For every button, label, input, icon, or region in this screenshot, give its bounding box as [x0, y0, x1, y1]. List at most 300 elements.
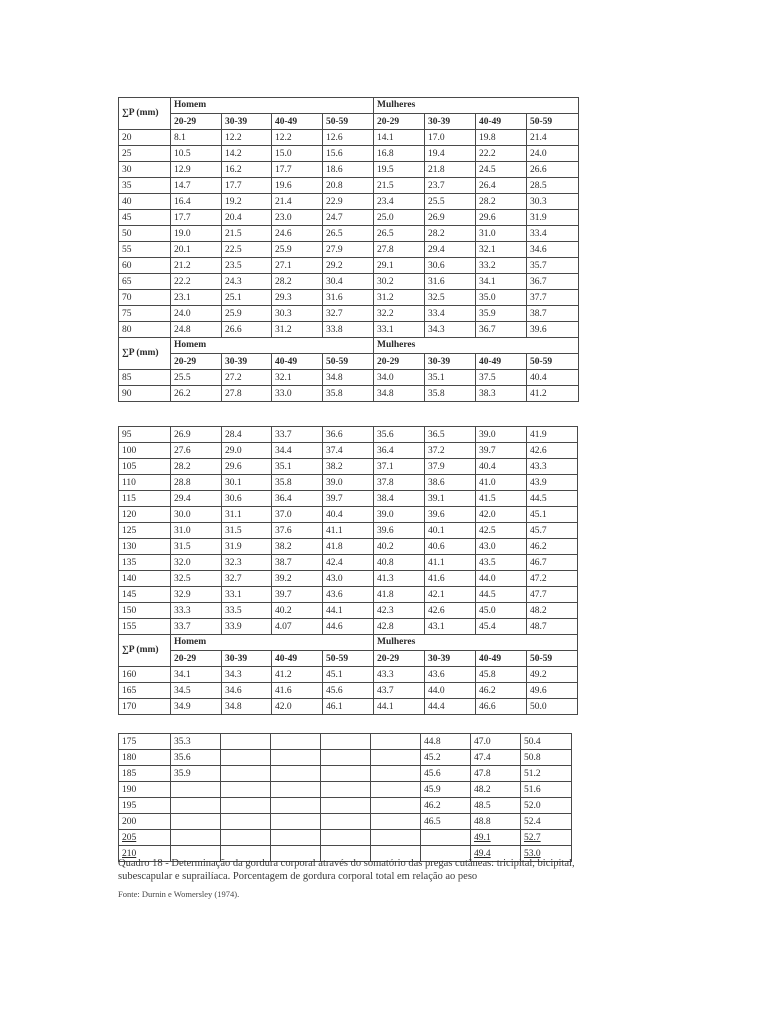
fat-percentage-cell: 53.0: [521, 846, 572, 862]
fat-percentage-cell: 32.7: [323, 306, 374, 322]
fat-percentage-cell: 41.6: [425, 571, 476, 587]
fat-percentage-cell: [271, 814, 321, 830]
fat-percentage-cell: 33.0: [272, 386, 323, 402]
fat-percentage-cell: 16.8: [374, 146, 425, 162]
fat-percentage-cell: 27.8: [374, 242, 425, 258]
fat-percentage-cell: 51.6: [521, 782, 572, 798]
table-row: [119, 258, 579, 274]
fat-percentage-cell: 31.2: [374, 290, 425, 306]
fat-percentage-cell: 35.3: [171, 734, 221, 750]
fat-percentage-cell: [321, 750, 371, 766]
women-header: Mulheres: [374, 635, 578, 651]
sum-folds-cell: 185: [119, 766, 171, 782]
body-fat-table-part-2: [118, 426, 578, 715]
sum-folds-cell: 115: [119, 491, 171, 507]
fat-percentage-cell: 29.0: [222, 443, 272, 459]
table-row: [119, 322, 579, 338]
fat-percentage-cell: 43.3: [374, 667, 425, 683]
fat-percentage-cell: 30.6: [222, 491, 272, 507]
fat-percentage-cell: 36.4: [374, 443, 425, 459]
fat-percentage-cell: 43.3: [527, 459, 578, 475]
fat-percentage-cell: 19.5: [374, 162, 425, 178]
fat-percentage-cell: 29.4: [425, 242, 476, 258]
age-header: 30-39: [425, 114, 476, 130]
fat-percentage-cell: 35.6: [374, 427, 425, 443]
fat-percentage-cell: 20.8: [323, 178, 374, 194]
sum-folds-cell: 45: [119, 210, 171, 226]
fat-percentage-cell: 42.6: [425, 603, 476, 619]
fat-percentage-cell: [371, 814, 421, 830]
sum-folds-cell: 145: [119, 587, 171, 603]
fat-percentage-cell: 46.2: [527, 539, 578, 555]
fat-percentage-cell: 34.6: [222, 683, 272, 699]
fat-percentage-cell: 37.6: [272, 523, 323, 539]
fat-percentage-cell: 32.3: [222, 555, 272, 571]
fat-percentage-cell: 49.4: [471, 846, 521, 862]
fat-percentage-cell: 44.6: [323, 619, 374, 635]
age-header-row: [119, 354, 579, 370]
sum-folds-cell: 175: [119, 734, 171, 750]
table-source: Fonte: Durnin e Womersley (1974).: [118, 889, 240, 899]
table-row: [119, 699, 578, 715]
fat-percentage-cell: 29.6: [476, 210, 527, 226]
age-header: 40-49: [476, 651, 527, 667]
fat-percentage-cell: 28.5: [527, 178, 579, 194]
table-row: [119, 146, 579, 162]
fat-percentage-cell: 45.8: [476, 667, 527, 683]
fat-percentage-cell: 45.6: [323, 683, 374, 699]
sum-folds-cell: 30: [119, 162, 171, 178]
table-row: [119, 306, 579, 322]
fat-percentage-cell: 17.0: [425, 130, 476, 146]
age-header: 20-29: [374, 354, 425, 370]
age-header: 50-59: [527, 354, 579, 370]
sum-folds-cell: 130: [119, 539, 171, 555]
sum-folds-cell: 100: [119, 443, 171, 459]
fat-percentage-cell: 34.6: [527, 242, 579, 258]
fat-percentage-cell: 32.5: [171, 571, 222, 587]
fat-percentage-cell: 22.9: [323, 194, 374, 210]
fat-percentage-cell: 38.2: [323, 459, 374, 475]
fat-percentage-cell: 37.9: [425, 459, 476, 475]
fat-percentage-cell: 34.4: [272, 443, 323, 459]
fat-percentage-cell: 26.6: [222, 322, 272, 338]
sum-folds-cell: 125: [119, 523, 171, 539]
age-header: 20-29: [374, 114, 425, 130]
fat-percentage-cell: 33.4: [425, 306, 476, 322]
fat-percentage-cell: 21.2: [171, 258, 222, 274]
table-row: [119, 178, 579, 194]
fat-percentage-cell: 35.1: [425, 370, 476, 386]
fat-percentage-cell: 24.6: [272, 226, 323, 242]
fat-percentage-cell: 14.2: [222, 146, 272, 162]
fat-percentage-cell: 32.5: [425, 290, 476, 306]
fat-percentage-cell: 33.8: [323, 322, 374, 338]
fat-percentage-cell: 31.6: [425, 274, 476, 290]
sum-folds-cell: 35: [119, 178, 171, 194]
fat-percentage-cell: 45.0: [476, 603, 527, 619]
fat-percentage-cell: 42.0: [272, 699, 323, 715]
fat-percentage-cell: 21.5: [222, 226, 272, 242]
sum-folds-cell: 95: [119, 427, 171, 443]
table-row: [119, 782, 572, 798]
fat-percentage-cell: 27.6: [171, 443, 222, 459]
fat-percentage-cell: 46.1: [323, 699, 374, 715]
fat-percentage-cell: 47.4: [471, 750, 521, 766]
fat-percentage-cell: 25.0: [374, 210, 425, 226]
fat-percentage-cell: 32.7: [222, 571, 272, 587]
fat-percentage-cell: 41.0: [476, 475, 527, 491]
body-fat-table-part-3: [118, 733, 572, 862]
fat-percentage-cell: 29.6: [222, 459, 272, 475]
fat-percentage-cell: 30.4: [323, 274, 374, 290]
fat-percentage-cell: 26.5: [323, 226, 374, 242]
fat-percentage-cell: 40.8: [374, 555, 425, 571]
fat-percentage-cell: 45.9: [421, 782, 471, 798]
fat-percentage-cell: 31.0: [171, 523, 222, 539]
fat-percentage-cell: 42.6: [527, 443, 578, 459]
table-row: [119, 798, 572, 814]
fat-percentage-cell: [221, 750, 271, 766]
fat-percentage-cell: 41.6: [272, 683, 323, 699]
fat-percentage-cell: 21.5: [374, 178, 425, 194]
fat-percentage-cell: 26.5: [374, 226, 425, 242]
fat-percentage-cell: 37.2: [425, 443, 476, 459]
fat-percentage-cell: 17.7: [272, 162, 323, 178]
table-row: [119, 750, 572, 766]
fat-percentage-cell: 31.5: [222, 523, 272, 539]
fat-percentage-cell: [321, 830, 371, 846]
fat-percentage-cell: 44.1: [323, 603, 374, 619]
table-row: [119, 830, 572, 846]
fat-percentage-cell: 29.1: [374, 258, 425, 274]
fat-percentage-cell: 40.2: [272, 603, 323, 619]
fat-percentage-cell: 4.07: [272, 619, 323, 635]
fat-percentage-cell: 26.2: [171, 386, 222, 402]
sum-folds-cell: 50: [119, 226, 171, 242]
fat-percentage-cell: 39.7: [272, 587, 323, 603]
sum-folds-header: ∑P (mm): [119, 635, 171, 667]
fat-percentage-cell: [271, 798, 321, 814]
fat-percentage-cell: 52.7: [521, 830, 572, 846]
sum-folds-header: ∑P (mm): [119, 338, 171, 370]
fat-percentage-cell: 40.1: [425, 523, 476, 539]
fat-percentage-cell: 45.2: [421, 750, 471, 766]
sum-folds-cell: 200: [119, 814, 171, 830]
fat-percentage-cell: 33.1: [222, 587, 272, 603]
fat-percentage-cell: 19.6: [272, 178, 323, 194]
fat-percentage-cell: 24.8: [171, 322, 222, 338]
fat-percentage-cell: 39.0: [323, 475, 374, 491]
fat-percentage-cell: 49.2: [527, 667, 578, 683]
fat-percentage-cell: [171, 798, 221, 814]
fat-percentage-cell: 30.0: [171, 507, 222, 523]
fat-percentage-cell: 50.4: [521, 734, 572, 750]
fat-percentage-cell: 36.7: [476, 322, 527, 338]
fat-percentage-cell: [271, 782, 321, 798]
fat-percentage-cell: 28.2: [171, 459, 222, 475]
fat-percentage-cell: 50.8: [521, 750, 572, 766]
fat-percentage-cell: 14.1: [374, 130, 425, 146]
sum-folds-cell: 155: [119, 619, 171, 635]
fat-percentage-cell: [271, 766, 321, 782]
sum-folds-cell: 135: [119, 555, 171, 571]
fat-percentage-cell: 39.6: [374, 523, 425, 539]
fat-percentage-cell: 19.2: [222, 194, 272, 210]
fat-percentage-cell: 42.5: [476, 523, 527, 539]
fat-percentage-cell: [221, 830, 271, 846]
fat-percentage-cell: 37.1: [374, 459, 425, 475]
fat-percentage-cell: 8.1: [171, 130, 222, 146]
fat-percentage-cell: 41.1: [425, 555, 476, 571]
sum-folds-cell: 65: [119, 274, 171, 290]
sum-folds-cell: 160: [119, 667, 171, 683]
fat-percentage-cell: 38.2: [272, 539, 323, 555]
fat-percentage-cell: 25.9: [272, 242, 323, 258]
table-row: [119, 814, 572, 830]
fat-percentage-cell: 49.1: [471, 830, 521, 846]
fat-percentage-cell: [271, 750, 321, 766]
fat-percentage-cell: 30.3: [272, 306, 323, 322]
fat-percentage-cell: 26.9: [425, 210, 476, 226]
age-header: 50-59: [323, 651, 374, 667]
fat-percentage-cell: 41.8: [323, 539, 374, 555]
fat-percentage-cell: [171, 814, 221, 830]
fat-percentage-cell: 30.3: [527, 194, 579, 210]
table-row: [119, 386, 579, 402]
age-header: 20-29: [171, 354, 222, 370]
table-row: [119, 539, 578, 555]
table-row: [119, 242, 579, 258]
fat-percentage-cell: 38.7: [272, 555, 323, 571]
fat-percentage-cell: 24.3: [222, 274, 272, 290]
fat-percentage-cell: 45.1: [323, 667, 374, 683]
fat-percentage-cell: 33.7: [171, 619, 222, 635]
table-row: [119, 226, 579, 242]
age-header: 40-49: [476, 114, 527, 130]
fat-percentage-cell: 43.5: [476, 555, 527, 571]
fat-percentage-cell: [171, 782, 221, 798]
sum-folds-cell: 85: [119, 370, 171, 386]
table-row: [119, 130, 579, 146]
sum-folds-cell: 165: [119, 683, 171, 699]
table-row: [119, 290, 579, 306]
fat-percentage-cell: 31.5: [171, 539, 222, 555]
fat-percentage-cell: 22.5: [222, 242, 272, 258]
fat-percentage-cell: 30.6: [425, 258, 476, 274]
age-header: 50-59: [527, 651, 578, 667]
fat-percentage-cell: 52.4: [521, 814, 572, 830]
fat-percentage-cell: 35.7: [527, 258, 579, 274]
table-row: [119, 194, 579, 210]
fat-percentage-cell: 37.5: [476, 370, 527, 386]
fat-percentage-cell: 35.9: [476, 306, 527, 322]
fat-percentage-cell: 34.8: [374, 386, 425, 402]
fat-percentage-cell: 23.4: [374, 194, 425, 210]
fat-percentage-cell: 45.7: [527, 523, 578, 539]
fat-percentage-cell: [221, 782, 271, 798]
fat-percentage-cell: 16.4: [171, 194, 222, 210]
fat-percentage-cell: 29.2: [323, 258, 374, 274]
fat-percentage-cell: 44.8: [421, 734, 471, 750]
fat-percentage-cell: 47.7: [527, 587, 578, 603]
fat-percentage-cell: 41.5: [476, 491, 527, 507]
fat-percentage-cell: [221, 734, 271, 750]
fat-percentage-cell: 22.2: [476, 146, 527, 162]
fat-percentage-cell: 25.9: [222, 306, 272, 322]
table-row: [119, 683, 578, 699]
women-header: Mulheres: [374, 338, 579, 354]
sum-folds-cell: 40: [119, 194, 171, 210]
fat-percentage-cell: 28.4: [222, 427, 272, 443]
fat-percentage-cell: 48.7: [527, 619, 578, 635]
fat-percentage-cell: 34.3: [222, 667, 272, 683]
age-header: 40-49: [272, 651, 323, 667]
fat-percentage-cell: 48.2: [527, 603, 578, 619]
fat-percentage-cell: 42.0: [476, 507, 527, 523]
table-row: [119, 427, 578, 443]
fat-percentage-cell: 20.4: [222, 210, 272, 226]
fat-percentage-cell: 46.5: [421, 814, 471, 830]
fat-percentage-cell: 42.1: [425, 587, 476, 603]
fat-percentage-cell: 45.1: [527, 507, 578, 523]
fat-percentage-cell: 33.5: [222, 603, 272, 619]
sum-folds-cell: 80: [119, 322, 171, 338]
fat-percentage-cell: 41.8: [374, 587, 425, 603]
fat-percentage-cell: [321, 814, 371, 830]
table-row: [119, 766, 572, 782]
fat-percentage-cell: 45.6: [421, 766, 471, 782]
sum-folds-cell: 105: [119, 459, 171, 475]
men-header: Homem: [171, 635, 374, 651]
sum-folds-cell: 20: [119, 130, 171, 146]
fat-percentage-cell: 36.5: [425, 427, 476, 443]
age-header: 30-39: [222, 114, 272, 130]
fat-percentage-cell: 43.0: [476, 539, 527, 555]
fat-percentage-cell: 12.6: [323, 130, 374, 146]
fat-percentage-cell: [371, 766, 421, 782]
fat-percentage-cell: 38.3: [476, 386, 527, 402]
fat-percentage-cell: [171, 830, 221, 846]
fat-percentage-cell: [271, 830, 321, 846]
fat-percentage-cell: 30.2: [374, 274, 425, 290]
table-row: [119, 443, 578, 459]
fat-percentage-cell: 35.6: [171, 750, 221, 766]
fat-percentage-cell: 30.1: [222, 475, 272, 491]
age-header: 30-39: [222, 354, 272, 370]
fat-percentage-cell: 21.4: [272, 194, 323, 210]
sum-folds-cell: 90: [119, 386, 171, 402]
fat-percentage-cell: 48.5: [471, 798, 521, 814]
sum-folds-cell: 210: [119, 846, 171, 862]
fat-percentage-cell: 43.9: [527, 475, 578, 491]
fat-percentage-cell: 46.2: [421, 798, 471, 814]
fat-percentage-cell: 16.2: [222, 162, 272, 178]
fat-percentage-cell: 34.0: [374, 370, 425, 386]
age-header: 50-59: [323, 354, 374, 370]
fat-percentage-cell: 27.1: [272, 258, 323, 274]
fat-percentage-cell: 42.8: [374, 619, 425, 635]
fat-percentage-cell: 23.7: [425, 178, 476, 194]
fat-percentage-cell: [321, 798, 371, 814]
fat-percentage-cell: 38.6: [425, 475, 476, 491]
fat-percentage-cell: 33.9: [222, 619, 272, 635]
age-header: 30-39: [425, 354, 476, 370]
fat-percentage-cell: 44.0: [425, 683, 476, 699]
fat-percentage-cell: 32.2: [374, 306, 425, 322]
fat-percentage-cell: 42.4: [323, 555, 374, 571]
table-row: [119, 274, 579, 290]
fat-percentage-cell: 31.9: [222, 539, 272, 555]
group-header-row: [119, 338, 579, 354]
fat-percentage-cell: 40.4: [527, 370, 579, 386]
fat-percentage-cell: 20.1: [171, 242, 222, 258]
fat-percentage-cell: 25.5: [425, 194, 476, 210]
table-row: [119, 370, 579, 386]
fat-percentage-cell: 42.3: [374, 603, 425, 619]
fat-percentage-cell: [371, 734, 421, 750]
fat-percentage-cell: 31.6: [323, 290, 374, 306]
fat-percentage-cell: 19.4: [425, 146, 476, 162]
fat-percentage-cell: 48.2: [471, 782, 521, 798]
fat-percentage-cell: 39.1: [425, 491, 476, 507]
fat-percentage-cell: 33.3: [171, 603, 222, 619]
fat-percentage-cell: 37.0: [272, 507, 323, 523]
sum-folds-cell: 75: [119, 306, 171, 322]
sum-folds-cell: 180: [119, 750, 171, 766]
fat-percentage-cell: 31.0: [476, 226, 527, 242]
table-row: [119, 603, 578, 619]
sum-folds-cell: 170: [119, 699, 171, 715]
fat-percentage-cell: 32.1: [272, 370, 323, 386]
fat-percentage-cell: 38.7: [527, 306, 579, 322]
fat-percentage-cell: 34.1: [476, 274, 527, 290]
fat-percentage-cell: 36.7: [527, 274, 579, 290]
fat-percentage-cell: 28.2: [476, 194, 527, 210]
age-header: 30-39: [222, 651, 272, 667]
group-header-row: [119, 98, 579, 114]
fat-percentage-cell: 23.5: [222, 258, 272, 274]
fat-percentage-cell: 36.4: [272, 491, 323, 507]
fat-percentage-cell: 36.6: [323, 427, 374, 443]
fat-percentage-cell: 27.9: [323, 242, 374, 258]
fat-percentage-cell: 37.8: [374, 475, 425, 491]
fat-percentage-cell: [371, 782, 421, 798]
fat-percentage-cell: 37.7: [527, 290, 579, 306]
fat-percentage-cell: 46.6: [476, 699, 527, 715]
fat-percentage-cell: 40.4: [323, 507, 374, 523]
sum-folds-cell: 195: [119, 798, 171, 814]
table-caption: Quadro 18 - Determinação da gordura corporal através do somatório das pregas cutâneas: tricipital, bicipital, subescapular e suprailíaca. Porcentagem de gordura corporal total em relação ao peso: [118, 858, 575, 882]
fat-percentage-cell: 32.1: [476, 242, 527, 258]
fat-percentage-cell: 28.2: [425, 226, 476, 242]
sum-folds-cell: 190: [119, 782, 171, 798]
table-row: [119, 459, 578, 475]
fat-percentage-cell: 46.2: [476, 683, 527, 699]
fat-percentage-cell: 44.5: [527, 491, 578, 507]
fat-percentage-cell: 43.7: [374, 683, 425, 699]
fat-percentage-cell: 35.8: [323, 386, 374, 402]
fat-percentage-cell: 39.6: [527, 322, 579, 338]
table-row: [119, 475, 578, 491]
fat-percentage-cell: 46.7: [527, 555, 578, 571]
table-row: [119, 734, 572, 750]
fat-percentage-cell: [271, 734, 321, 750]
fat-percentage-cell: 35.8: [272, 475, 323, 491]
fat-percentage-cell: 34.5: [171, 683, 222, 699]
fat-percentage-cell: 26.9: [171, 427, 222, 443]
age-header: 50-59: [323, 114, 374, 130]
